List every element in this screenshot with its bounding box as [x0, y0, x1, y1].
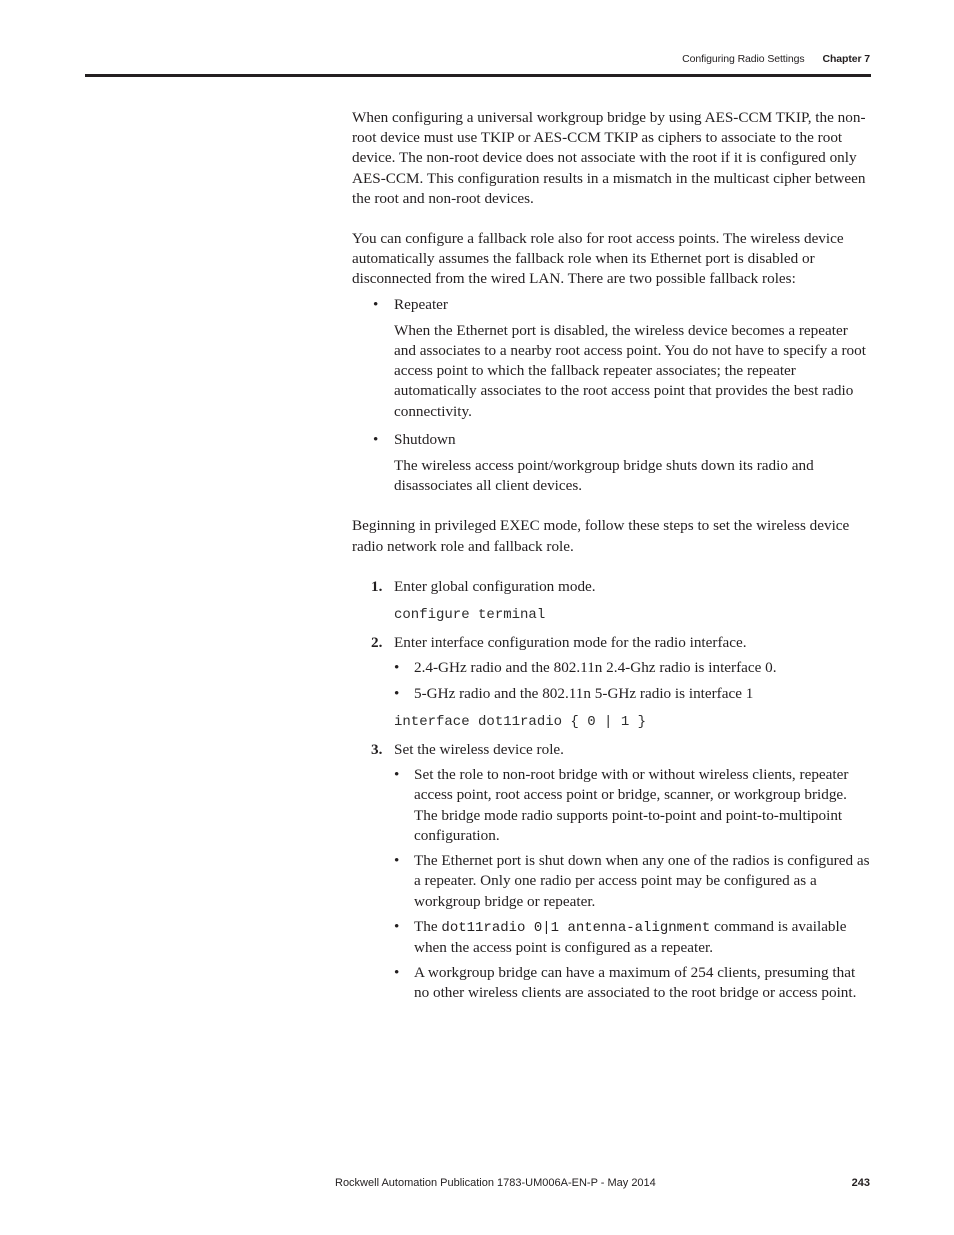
list-item: • Set the role to non-root bridge with or without wireless clients, repeater access point, root access point or bridge, scanner, or workgroup bridge. The bridge mode radio supports point-to-point and point-to-multipoint configuration. — [352, 765, 872, 846]
header-rule — [85, 74, 871, 77]
paragraph-fallback-intro: You can configure a fallback role also for root access points. The wireless device automatically assumes the fallback role when its Ethernet port is disabled or disconnected from the wired LAN. There are two possible fallback roles: — [352, 230, 844, 288]
fallback-role-description: When the Ethernet port is disabled, the wireless device becomes a repeater and associates to a nearby root access point. You do not have to specify a root access point to which the fallback repeater associates; the repeater automatically associates to the root access point that provides the best radio connectivity. — [394, 321, 866, 420]
header-section-title: Configuring Radio Settings — [682, 53, 805, 65]
paragraph-steps-intro: Beginning in privileged EXEC mode, follow these steps to set the wireless device radio network role and fallback role. — [352, 517, 850, 555]
step-text: Enter interface configuration mode for the radio interface. — [394, 634, 747, 652]
page-body — [352, 108, 872, 1004]
list-item: • A workgroup bridge can have a maximum of 254 clients, presuming that no other wireless clients are associated to the root bridge or access point. — [352, 963, 872, 1003]
list-item: • The Ethernet port is shut down when any one of the radios is configured as a repeater. Only one radio per access point may be configured as a workgroup bridge or repeater. — [352, 851, 872, 912]
list-item-repeater — [352, 295, 872, 315]
header-chapter: Chapter 7 — [822, 53, 870, 65]
fallback-role-label: Shutdown — [394, 430, 456, 448]
bullet-text: command is available when the access point is configured as a repeater. — [414, 917, 847, 956]
step-text: Enter global configuration mode. — [394, 577, 596, 595]
page-number: 243 — [851, 1177, 870, 1189]
step-text: Set the wireless device role. — [394, 741, 564, 759]
step-1 — [352, 577, 872, 597]
step-number: 3. — [371, 741, 383, 759]
bullet-text: The — [414, 917, 442, 935]
step-number: 1. — [371, 577, 383, 595]
step-2 — [352, 633, 872, 653]
inline-code: dot11radio 0|1 antenna-alignment — [441, 919, 711, 936]
list-item-shutdown — [352, 430, 872, 450]
code-line: interface dot11radio { 0 | 1 } — [394, 713, 647, 730]
list-item: • 2.4-GHz radio and the 802.11n 2.4-Ghz radio is interface 0. — [352, 658, 872, 678]
fallback-role-label: Repeater — [394, 295, 448, 313]
fallback-role-description: The wireless access point/workgroup bridge shuts down its radio and disassociates all client devices. — [394, 457, 814, 495]
paragraph-wgb-cipher: When configuring a universal workgroup bridge by using AES-CCM TKIP, the non-root device must use TKIP or AES-CCM TKIP as ciphers to associate to the root device. The non-root device does not associate with the root if it is configured only AES-CCM. This configuration results in a mismatch in the multicast cipher between the root and non-root devices. — [352, 109, 866, 207]
list-item — [352, 917, 872, 958]
list-item: • 5-GHz radio and the 802.11n 5-GHz radio is interface 1 — [352, 684, 872, 704]
step-3 — [352, 740, 872, 760]
publication-info: Rockwell Automation Publication 1783-UM006A-EN-P - May 2014 — [335, 1177, 656, 1189]
code-line: configure terminal — [394, 607, 546, 624]
step-number: 2. — [371, 634, 383, 652]
running-header — [682, 53, 870, 65]
